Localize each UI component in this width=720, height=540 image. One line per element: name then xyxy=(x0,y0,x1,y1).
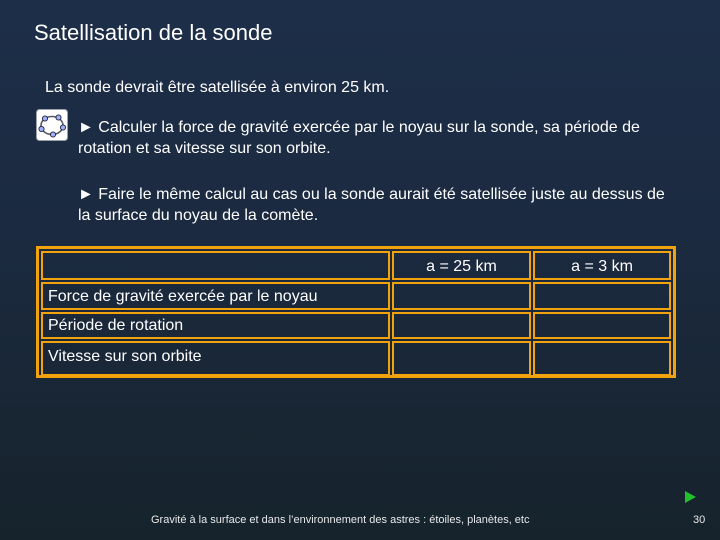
page-title: Satellisation de la sonde xyxy=(34,20,273,45)
table-cell-period-3km[interactable] xyxy=(533,312,671,339)
page-number: 30 xyxy=(693,514,706,526)
table-header-col-1 xyxy=(392,251,531,280)
intro-text: La sonde devrait être satellisée à environ 25 km. xyxy=(45,79,390,96)
row-label: Vitesse sur son orbite xyxy=(48,348,202,365)
geogebra-icon[interactable] xyxy=(36,109,68,141)
table-row-label-velocity xyxy=(41,341,390,376)
table-cell-velocity-25km[interactable] xyxy=(392,341,531,376)
table-header-empty-cell xyxy=(41,251,390,280)
table-row-label-gravity xyxy=(41,282,390,310)
table-cell-gravity-25km[interactable] xyxy=(392,282,531,310)
results-table xyxy=(36,246,676,378)
next-slide-button[interactable] xyxy=(685,491,696,503)
table-row-label-period xyxy=(41,312,390,339)
task-2-text: ► Faire le même calcul au cas ou la sonde aurait été satellisée juste au dessus de la surface du noyau de la comète. xyxy=(78,186,665,224)
column-label: a = 3 km xyxy=(571,258,633,275)
task-1-text: ► Calculer la force de gravité exercée par le noyau sur la sonde, sa période de rotation et sa vitesse sur son orbite. xyxy=(78,119,640,157)
table-cell-velocity-3km[interactable] xyxy=(533,341,671,376)
column-label: a = 25 km xyxy=(426,258,497,275)
table-cell-period-25km[interactable] xyxy=(392,312,531,339)
table-header-col-2 xyxy=(533,251,671,280)
table-cell-gravity-3km[interactable] xyxy=(533,282,671,310)
row-label: Période de rotation xyxy=(48,317,184,334)
row-label: Force de gravité exercée par le noyau xyxy=(48,288,318,305)
footer-note: Gravité à la surface et dans l’environnement des astres : étoiles, planètes, etc xyxy=(151,514,530,526)
